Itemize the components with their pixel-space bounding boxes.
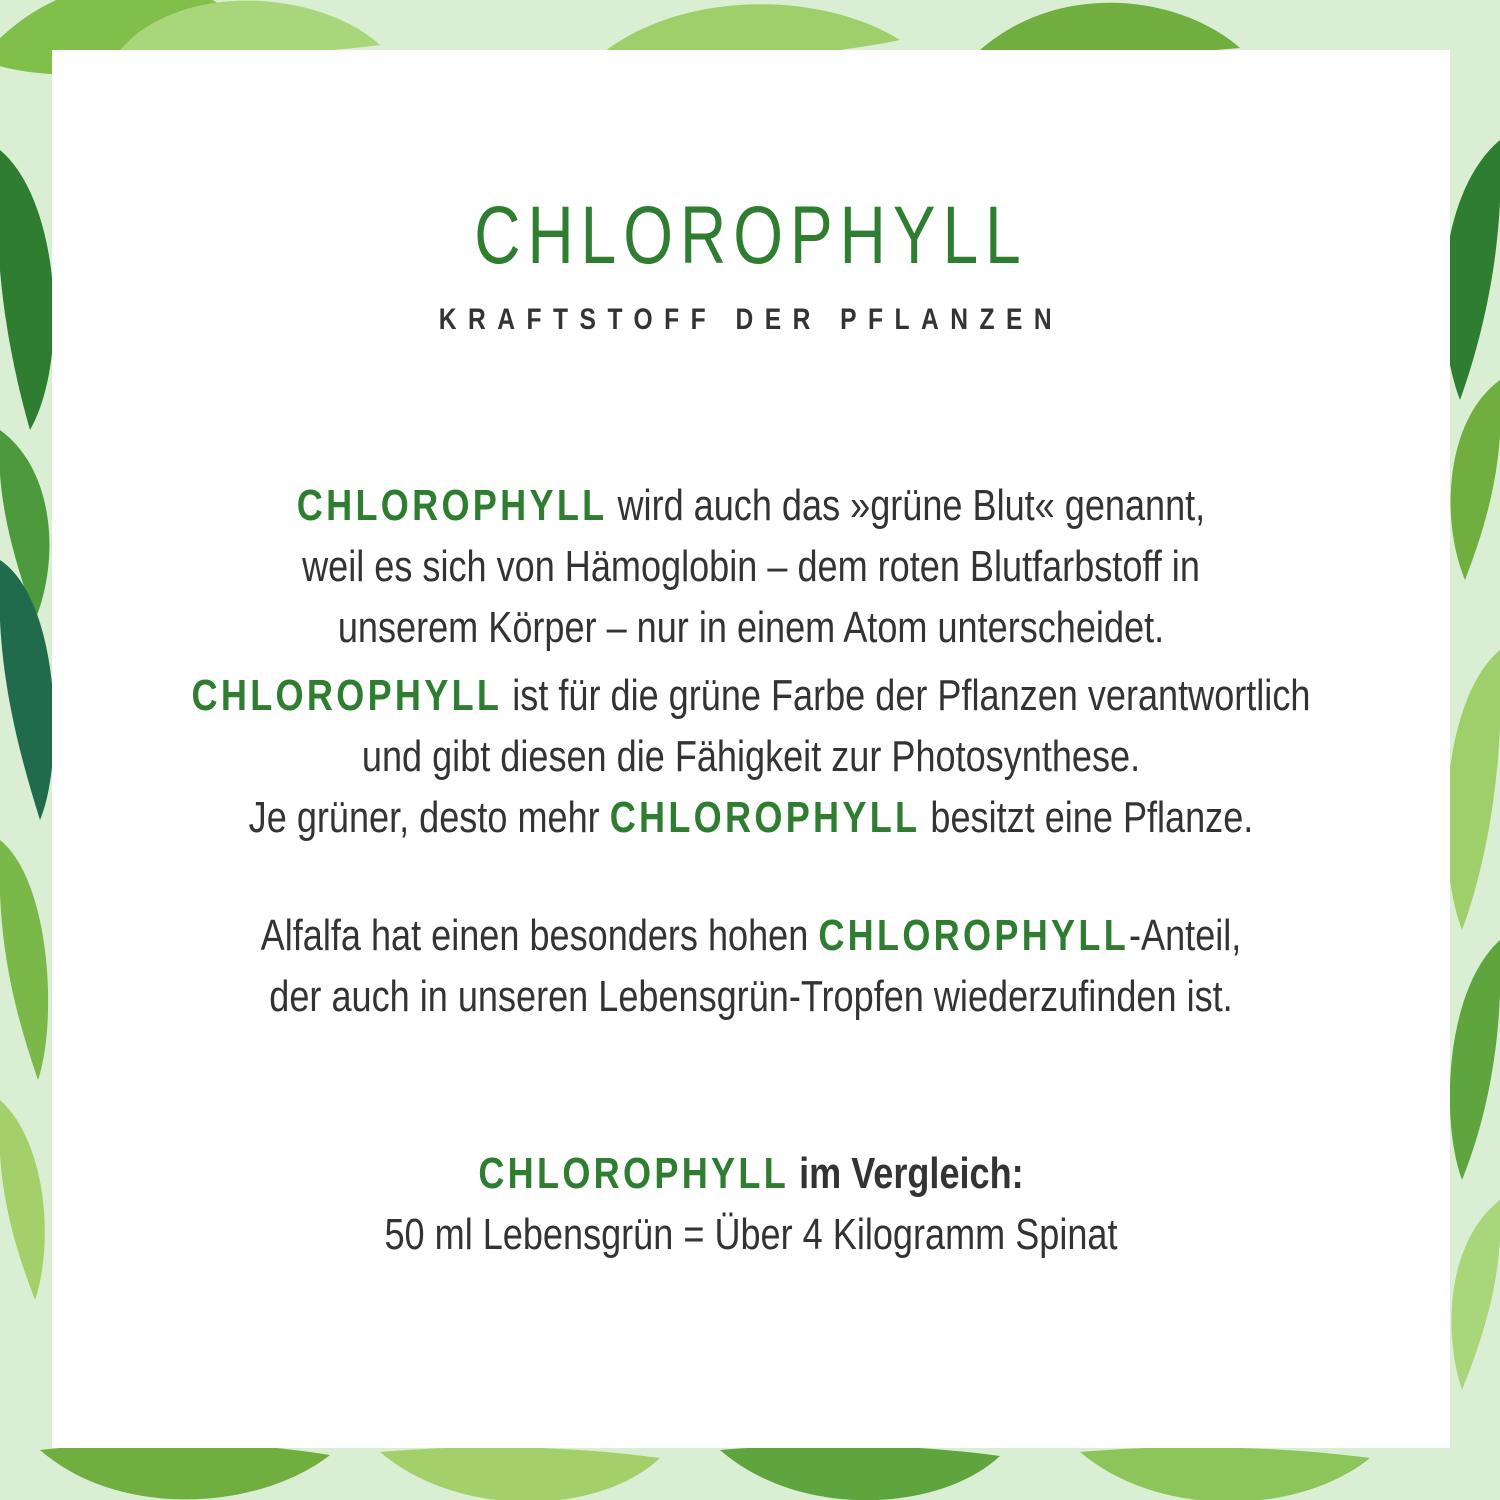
keyword-highlight: CHLOROPHYLL xyxy=(609,793,921,842)
content-card xyxy=(52,50,1450,1448)
keyword-highlight: CHLOROPHYLL xyxy=(478,1149,790,1198)
paragraph-line: der auch in unseren Lebensgrün-Tropfen wiederzufinden ist. xyxy=(269,972,1233,1021)
paragraph-line xyxy=(178,787,1324,848)
page-subtitle: KRAFTSTOFF DER PFLANZEN xyxy=(438,303,1064,336)
page-title: CHLOROPHYLL xyxy=(474,190,1028,281)
paragraph-line xyxy=(178,475,1324,536)
comparison-heading xyxy=(178,1143,1324,1204)
paragraph-green-color xyxy=(52,665,1450,848)
keyword-highlight: CHLOROPHYLL xyxy=(296,481,608,530)
text-segment: -Anteil, xyxy=(1129,911,1242,960)
paragraph-line xyxy=(178,665,1324,726)
keyword-highlight: CHLOROPHYLL xyxy=(818,911,1130,960)
paragraph-line: weil es sich von Hämoglobin – dem roten Blutfarbstoff in xyxy=(302,542,1200,591)
paragraph-line xyxy=(178,905,1324,966)
paragraph-green-blood xyxy=(52,475,1450,658)
comparison-block xyxy=(52,1143,1450,1265)
keyword-highlight: CHLOROPHYLL xyxy=(191,671,503,720)
paragraph-line: und gibt diesen die Fähigkeit zur Photosynthese. xyxy=(361,732,1141,781)
text-segment: Je grüner, desto mehr xyxy=(248,793,610,842)
paragraph-alfalfa xyxy=(52,905,1450,1027)
text-segment: im Vergleich: xyxy=(789,1149,1024,1198)
text-segment: Alfalfa hat einen besonders hohen xyxy=(260,911,819,960)
text-segment: besitzt eine Pflanze. xyxy=(920,793,1254,842)
text-segment: ist für die grüne Farbe der Pflanzen verantwortlich xyxy=(502,671,1311,720)
paragraph-line: unserem Körper – nur in einem Atom unterscheidet. xyxy=(337,603,1165,652)
comparison-line: 50 ml Lebensgrün = Über 4 Kilogramm Spinat xyxy=(384,1210,1118,1259)
text-segment: wird auch das »grüne Blut« genannt, xyxy=(607,481,1206,530)
